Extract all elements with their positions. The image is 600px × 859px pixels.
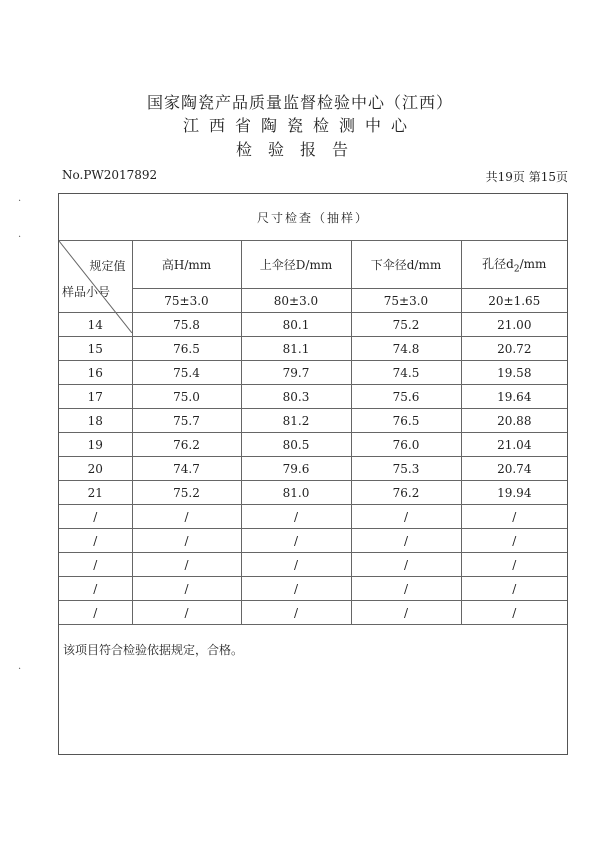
page-count: 共19页 第15页 bbox=[485, 170, 568, 184]
measurement-cell: / bbox=[132, 601, 241, 625]
table-row bbox=[59, 505, 567, 529]
measurement-cell: / bbox=[461, 529, 567, 553]
table-row bbox=[59, 433, 567, 457]
measurement-cell: / bbox=[132, 505, 241, 529]
measurement-cell: 81.1 bbox=[241, 337, 351, 361]
corner-header bbox=[59, 241, 132, 313]
measurement-cell: 74.7 bbox=[132, 457, 241, 481]
measurement-cell: 21.00 bbox=[461, 313, 567, 337]
column-header-upper-diameter: 上伞径D/mm bbox=[241, 241, 351, 289]
table-row bbox=[59, 481, 567, 505]
column-header-hole-diameter: 孔径$d_2/mm$ bbox=[461, 241, 567, 289]
sample-number-cell: 14 bbox=[59, 313, 132, 337]
measurement-cell: 20.88 bbox=[461, 409, 567, 433]
table-row bbox=[59, 529, 567, 553]
measurement-cell: 80.1 bbox=[241, 313, 351, 337]
sample-number-cell: 16 bbox=[59, 361, 132, 385]
spec-value: 20±1.65 bbox=[461, 289, 567, 313]
column-header-height: 高H/mm bbox=[132, 241, 241, 289]
sample-number-cell: 17 bbox=[59, 385, 132, 409]
measurement-cell: / bbox=[241, 553, 351, 577]
column-header-lower-diameter: 下伞径d/mm bbox=[351, 241, 461, 289]
measurement-cell: 20.72 bbox=[461, 337, 567, 361]
measurement-cell: 76.2 bbox=[351, 481, 461, 505]
measurement-cell: 80.5 bbox=[241, 433, 351, 457]
report-frame bbox=[58, 193, 568, 755]
measurement-cell: / bbox=[461, 577, 567, 601]
measurement-cell: / bbox=[241, 577, 351, 601]
measurement-cell: 19.94 bbox=[461, 481, 567, 505]
measurement-cell: 75.8 bbox=[132, 313, 241, 337]
measurement-cell: 74.5 bbox=[351, 361, 461, 385]
report-number: No.PW2017892 bbox=[62, 168, 158, 182]
sample-number-cell: / bbox=[59, 505, 132, 529]
measurement-cell: 75.2 bbox=[351, 313, 461, 337]
scan-mark: · bbox=[18, 664, 22, 675]
measurement-cell: / bbox=[351, 553, 461, 577]
measurement-cell: 19.58 bbox=[461, 361, 567, 385]
measurement-cell: 81.0 bbox=[241, 481, 351, 505]
measurement-cell: 79.7 bbox=[241, 361, 351, 385]
table-row bbox=[59, 577, 567, 601]
sample-number-cell: 21 bbox=[59, 481, 132, 505]
measurement-cell: 80.3 bbox=[241, 385, 351, 409]
measurement-cell: / bbox=[351, 601, 461, 625]
sample-label: 样品小号 bbox=[62, 285, 111, 299]
measurement-cell: / bbox=[132, 577, 241, 601]
table-row bbox=[59, 313, 567, 337]
table-title: 尺寸检查（抽样） bbox=[59, 194, 567, 241]
measurement-cell: 75.2 bbox=[132, 481, 241, 505]
measurement-cell: / bbox=[461, 601, 567, 625]
sample-number-cell: / bbox=[59, 601, 132, 625]
sample-number-cell: / bbox=[59, 553, 132, 577]
measurement-cell: 75.3 bbox=[351, 457, 461, 481]
dimension-table bbox=[59, 194, 567, 625]
sample-number-cell: 19 bbox=[59, 433, 132, 457]
measurement-cell: 76.5 bbox=[132, 337, 241, 361]
report-type-title: 检验报告 bbox=[235, 140, 364, 159]
spec-value: 75±3.0 bbox=[132, 289, 241, 313]
measurement-cell: / bbox=[351, 505, 461, 529]
table-row bbox=[59, 409, 567, 433]
sample-number-cell: / bbox=[59, 577, 132, 601]
table-row bbox=[59, 601, 567, 625]
sample-number-cell: 18 bbox=[59, 409, 132, 433]
table-row bbox=[59, 385, 567, 409]
measurement-cell: 19.64 bbox=[461, 385, 567, 409]
report-center-title: 江西省陶瓷检测中心 bbox=[182, 116, 417, 135]
measurement-cell: / bbox=[461, 553, 567, 577]
measurement-cell: / bbox=[132, 529, 241, 553]
scan-mark: · bbox=[18, 196, 22, 207]
spec-value: 75±3.0 bbox=[351, 289, 461, 313]
measurement-cell: / bbox=[132, 553, 241, 577]
measurement-cell: 79.6 bbox=[241, 457, 351, 481]
measurement-cell: 75.4 bbox=[132, 361, 241, 385]
measurement-cell: 75.0 bbox=[132, 385, 241, 409]
sample-number-cell: 15 bbox=[59, 337, 132, 361]
table-row bbox=[59, 337, 567, 361]
table-row bbox=[59, 457, 567, 481]
measurement-cell: 75.6 bbox=[351, 385, 461, 409]
spec-value: 80±3.0 bbox=[241, 289, 351, 313]
measurement-cell: 75.7 bbox=[132, 409, 241, 433]
spec-label: 规定值 bbox=[89, 259, 126, 273]
measurement-cell: / bbox=[351, 577, 461, 601]
scan-mark: · bbox=[18, 232, 22, 243]
table-row bbox=[59, 361, 567, 385]
measurement-cell: / bbox=[241, 601, 351, 625]
measurement-cell: 21.04 bbox=[461, 433, 567, 457]
measurement-cell: 20.74 bbox=[461, 457, 567, 481]
measurement-cell: / bbox=[241, 529, 351, 553]
measurement-cell: 76.0 bbox=[351, 433, 461, 457]
conclusion-text: 该项目符合检验依据规定，合格。 bbox=[63, 643, 244, 657]
measurement-cell: / bbox=[351, 529, 461, 553]
sample-number-cell: 20 bbox=[59, 457, 132, 481]
measurement-cell: / bbox=[241, 505, 351, 529]
measurement-cell: / bbox=[461, 505, 567, 529]
table-row bbox=[59, 553, 567, 577]
measurement-cell: 74.8 bbox=[351, 337, 461, 361]
measurement-cell: 76.2 bbox=[132, 433, 241, 457]
sample-number-cell: / bbox=[59, 529, 132, 553]
report-org-title: 国家陶瓷产品质量监督检验中心（江西） bbox=[146, 93, 453, 112]
measurement-cell: 81.2 bbox=[241, 409, 351, 433]
measurement-cell: 76.5 bbox=[351, 409, 461, 433]
